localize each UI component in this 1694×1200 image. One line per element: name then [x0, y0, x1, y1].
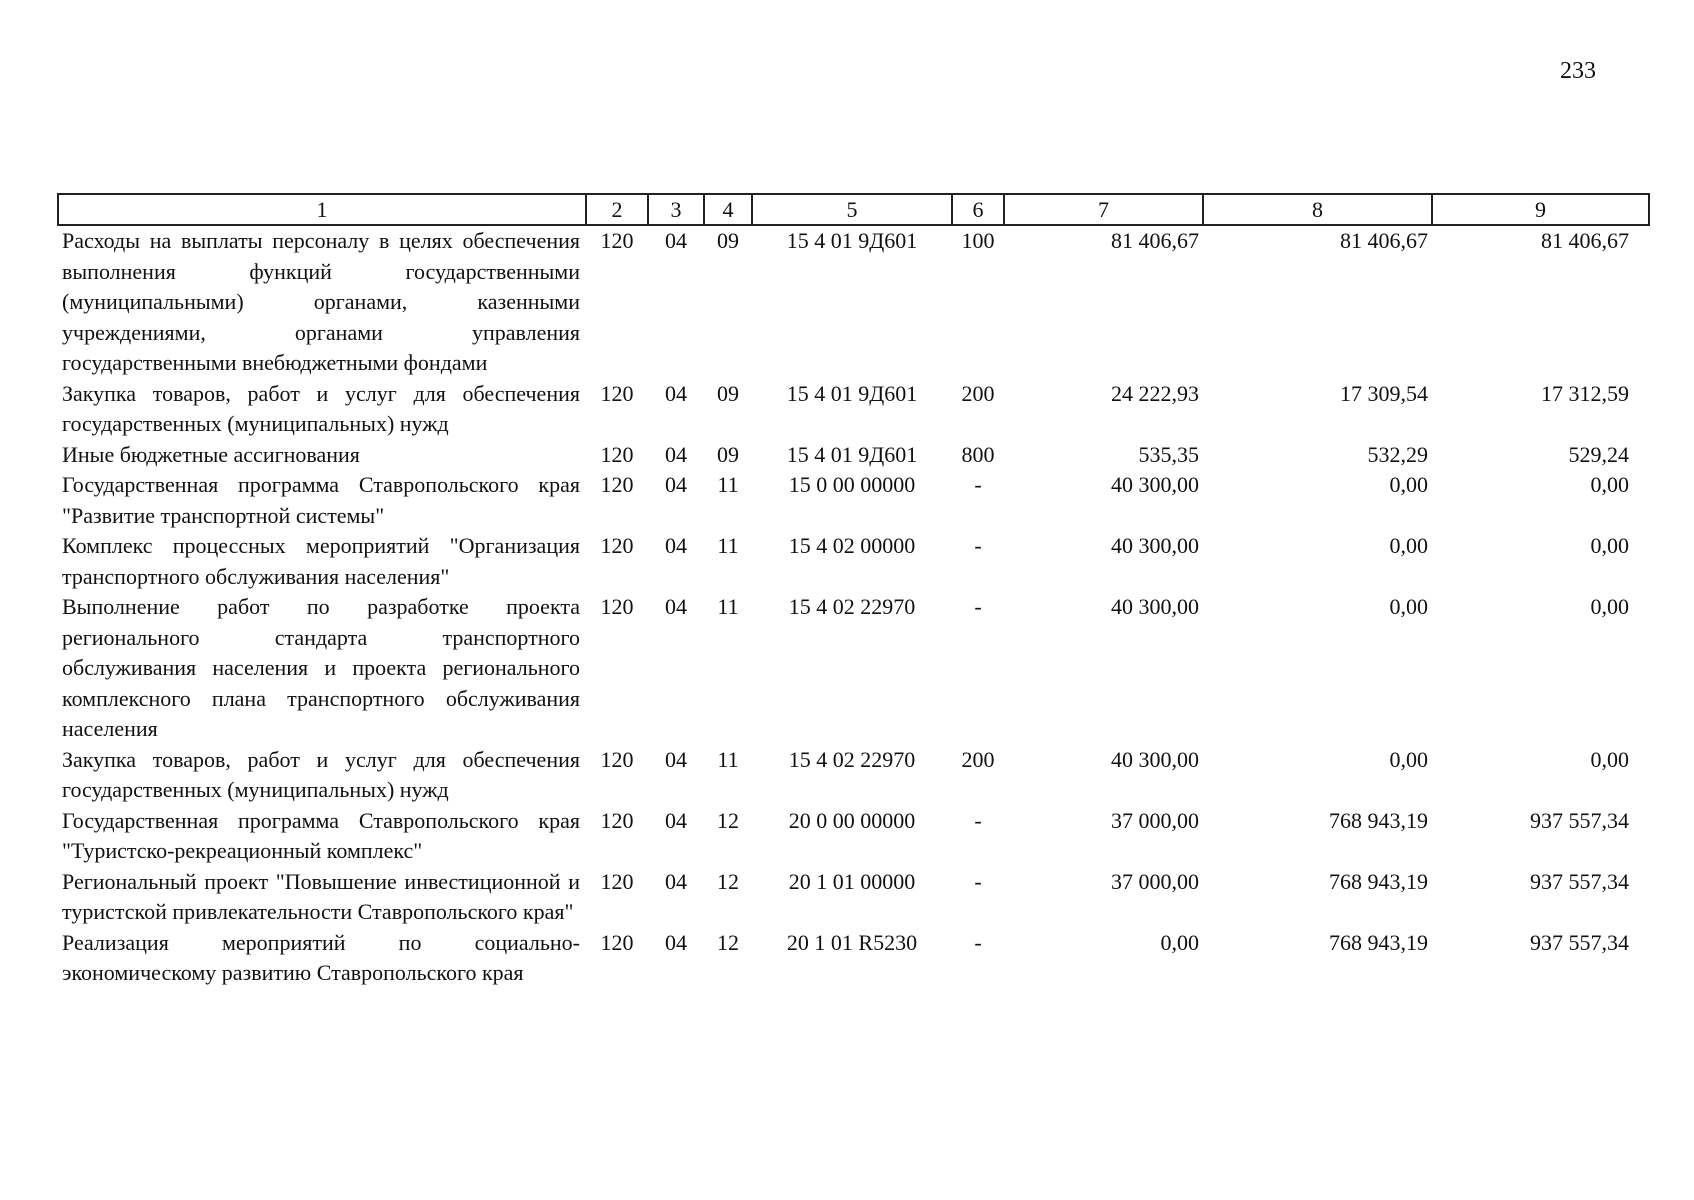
row-section-code: 04 — [665, 228, 687, 253]
header-col-2: 2 — [586, 194, 648, 225]
row-amount-9: 0,00 — [1590, 594, 1629, 619]
row-subsection-code: 11 — [717, 533, 739, 558]
row-amount-8: 17 309,54 — [1340, 380, 1428, 406]
row-amount-9: 529,24 — [1568, 441, 1629, 467]
row-expense-type: - — [974, 807, 982, 833]
row-amount-7: 40 300,00 — [1111, 594, 1199, 619]
row-ministry-code: 120 — [600, 533, 634, 558]
row-amount-9: 81 406,67 — [1541, 228, 1629, 253]
row-target-article: 15 4 01 9Д601 — [786, 228, 918, 253]
row-expense-type: - — [974, 929, 982, 955]
row-amount-8: 81 406,67 — [1340, 228, 1428, 253]
row-section-code: 04 — [665, 533, 687, 558]
row-name: Государственная программа Ставропольского края "Развитие транспортной системы" — [62, 472, 580, 528]
row-ministry-code: 120 — [600, 472, 634, 497]
row-name: Закупка товаров, работ и услуг для обеспечения государственных (муниципальных) нужд — [62, 380, 580, 436]
row-subsection-code: 09 — [717, 441, 739, 467]
row-name: Региональный проект "Повышение инвестиционной и туристской привлекательности Ставропольского края" — [62, 868, 580, 924]
table-row — [58, 592, 1649, 745]
row-amount-8: 768 943,19 — [1329, 807, 1428, 833]
table-row — [58, 440, 1649, 471]
row-section-code: 04 — [665, 441, 687, 467]
row-section-code: 04 — [665, 594, 687, 619]
row-expense-type: 200 — [961, 380, 995, 406]
row-name: Закупка товаров, работ и услуг для обеспечения государственных (муниципальных) нужд — [62, 746, 580, 802]
row-ministry-code: 120 — [600, 929, 634, 955]
row-expense-type: - — [974, 472, 982, 497]
row-target-article: 15 4 01 9Д601 — [786, 380, 918, 406]
table-row — [58, 379, 1649, 440]
row-amount-9: 937 557,34 — [1530, 807, 1629, 833]
row-amount-7: 37 000,00 — [1111, 807, 1199, 833]
row-section-code: 04 — [665, 929, 687, 955]
header-col-7: 7 — [1004, 194, 1203, 225]
row-amount-7: 40 300,00 — [1111, 472, 1199, 497]
row-amount-9: 0,00 — [1590, 472, 1629, 497]
row-amount-8: 0,00 — [1389, 594, 1428, 619]
row-name: Реализация мероприятий по социально-экономическому развитию Ставропольского края — [62, 929, 580, 985]
row-amount-8: 0,00 — [1389, 533, 1428, 558]
row-amount-7: 0,00 — [1160, 929, 1199, 955]
row-expense-type: 100 — [961, 228, 995, 253]
table-row — [58, 531, 1649, 592]
row-ministry-code: 120 — [600, 807, 634, 833]
row-section-code: 04 — [665, 807, 687, 833]
row-amount-7: 81 406,67 — [1111, 228, 1199, 253]
row-expense-type: - — [974, 594, 982, 619]
row-amount-9: 17 312,59 — [1541, 380, 1629, 406]
header-row — [58, 194, 1649, 225]
row-section-code: 04 — [665, 472, 687, 497]
row-ministry-code: 120 — [600, 228, 634, 253]
header-col-1: 1 — [58, 194, 586, 225]
row-target-article: 15 4 02 00000 — [788, 533, 916, 558]
table-row — [58, 225, 1649, 379]
row-expense-type: 200 — [961, 746, 995, 772]
row-section-code: 04 — [665, 380, 687, 406]
row-ministry-code: 120 — [600, 380, 634, 406]
row-subsection-code: 12 — [717, 868, 739, 894]
row-name: Выполнение работ по разработке проекта регионального стандарта транспортного обслуживания населения и проекта регионального комплексного плана транспортного обслуживания населения — [62, 594, 580, 741]
row-expense-type: - — [974, 533, 982, 558]
row-name: Комплекс процессных мероприятий "Организация транспортного обслуживания населения" — [62, 533, 580, 589]
row-target-article: 15 0 00 00000 — [788, 472, 916, 497]
row-ministry-code: 120 — [600, 746, 634, 772]
row-amount-8: 768 943,19 — [1329, 868, 1428, 894]
row-subsection-code: 09 — [717, 380, 739, 406]
header-col-5: 5 — [752, 194, 952, 225]
header-col-6: 6 — [952, 194, 1004, 225]
page-number: 233 — [1560, 58, 1596, 84]
row-target-article: 15 4 02 22970 — [788, 594, 916, 619]
table-row — [58, 928, 1649, 989]
row-amount-8: 0,00 — [1389, 472, 1428, 497]
row-ministry-code: 120 — [600, 594, 634, 619]
header-col-3: 3 — [648, 194, 704, 225]
header-col-8: 8 — [1203, 194, 1432, 225]
row-target-article: 15 4 01 9Д601 — [786, 441, 918, 467]
row-subsection-code: 11 — [717, 746, 739, 772]
row-section-code: 04 — [665, 868, 687, 894]
row-subsection-code: 11 — [717, 594, 739, 619]
row-subsection-code: 12 — [717, 929, 739, 955]
row-amount-7: 40 300,00 — [1111, 533, 1199, 558]
row-amount-9: 937 557,34 — [1530, 868, 1629, 894]
budget-table — [57, 193, 1650, 989]
row-name: Иные бюджетные ассигнования — [62, 441, 360, 467]
row-amount-8: 768 943,19 — [1329, 929, 1428, 955]
table-row — [58, 806, 1649, 867]
row-section-code: 04 — [665, 746, 687, 772]
row-target-article: 20 0 00 00000 — [788, 807, 916, 833]
row-amount-8: 0,00 — [1389, 746, 1428, 772]
row-amount-7: 535,35 — [1138, 441, 1199, 467]
row-expense-type: - — [974, 868, 982, 894]
row-target-article: 20 1 01 00000 — [788, 868, 916, 894]
row-amount-7: 37 000,00 — [1111, 868, 1199, 894]
row-amount-9: 937 557,34 — [1530, 929, 1629, 955]
row-amount-8: 532,29 — [1367, 441, 1428, 467]
header-col-9: 9 — [1432, 194, 1649, 225]
row-name: Расходы на выплаты персоналу в целях обеспечения выполнения функций государственными (муниципальными) органами, казенными учреждениями, органами управления государственными внебюджетными фондами — [62, 228, 580, 375]
header-col-4: 4 — [704, 194, 752, 225]
row-target-article: 20 1 01 R5230 — [786, 929, 918, 955]
row-amount-9: 0,00 — [1590, 533, 1629, 558]
row-ministry-code: 120 — [600, 868, 634, 894]
row-name: Государственная программа Ставропольского края "Туристско-рекреационный комплекс" — [62, 807, 580, 863]
row-subsection-code: 11 — [717, 472, 739, 497]
row-ministry-code: 120 — [600, 441, 634, 467]
row-subsection-code: 12 — [717, 807, 739, 833]
table-row — [58, 745, 1649, 806]
row-amount-7: 24 222,93 — [1111, 380, 1199, 406]
row-expense-type: 800 — [961, 441, 995, 467]
row-amount-7: 40 300,00 — [1111, 746, 1199, 772]
row-subsection-code: 09 — [717, 228, 739, 253]
row-target-article: 15 4 02 22970 — [788, 746, 916, 772]
table-row — [58, 470, 1649, 531]
row-amount-9: 0,00 — [1590, 746, 1629, 772]
table-row — [58, 867, 1649, 928]
